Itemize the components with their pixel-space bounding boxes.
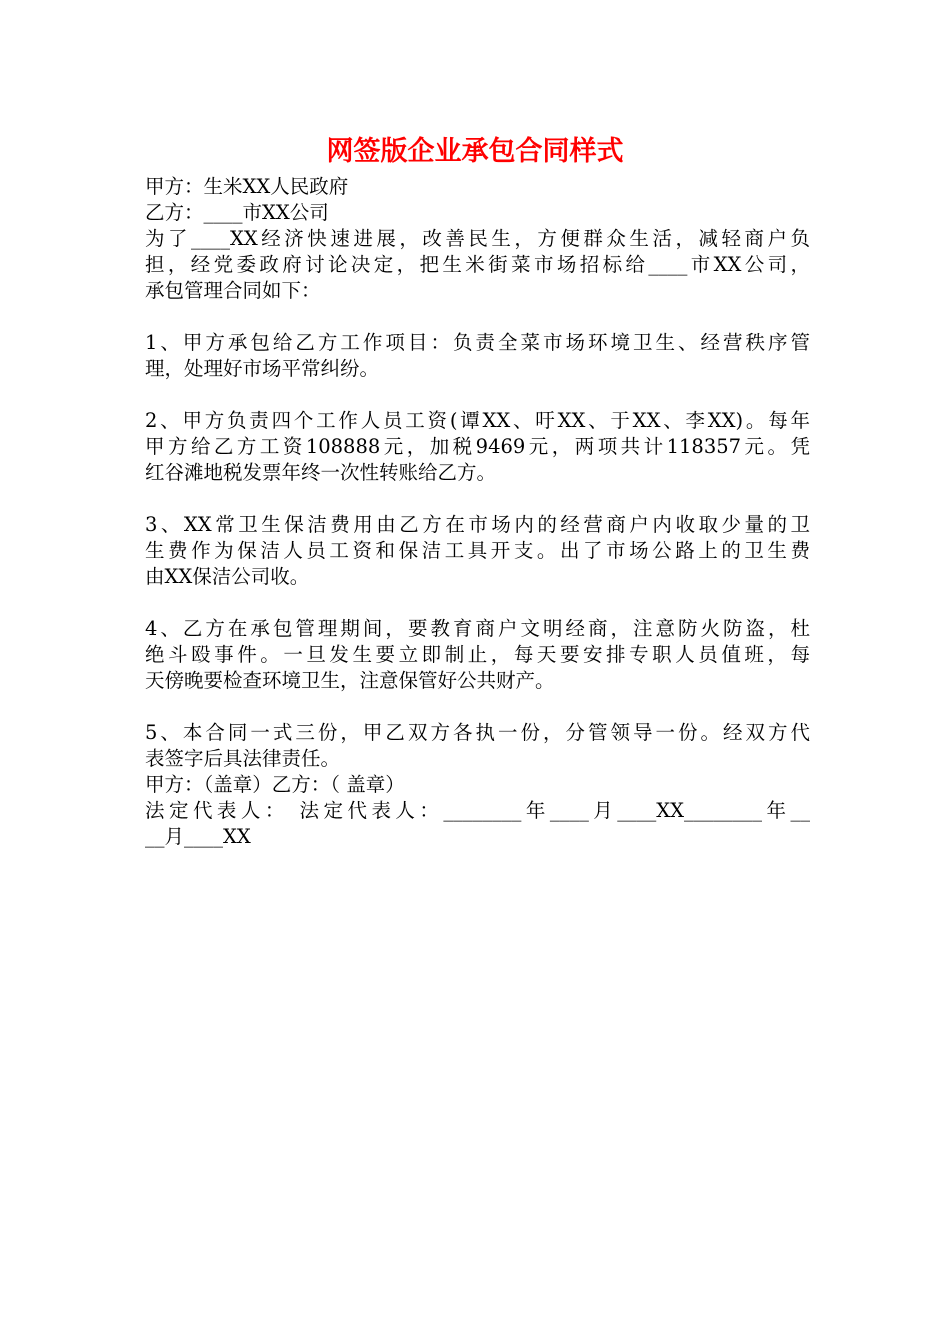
- clause-line: 2、甲方负责四个工作人员工资(谭XX、吁XX、于XX、李XX)。每年: [145, 409, 810, 432]
- intro-paragraph: [145, 226, 810, 304]
- clause-line: 生费作为保洁人员工资和保洁工具开支。出了市场公路上的卫生费: [145, 539, 810, 562]
- clause-2: [145, 408, 810, 486]
- signature-seal-line: 甲方：（盖章）乙方：（ 盖章）: [145, 773, 405, 796]
- clause-line: 表签字后具法律责任。: [145, 747, 341, 770]
- intro-line: 承包管理合同如下：: [145, 279, 321, 302]
- clause-line: 绝斗殴事件。一旦发生要立即制止，每天要安排专职人员值班，每: [145, 643, 810, 666]
- paragraph-spacer: [145, 304, 810, 330]
- party-b-line: 乙方：____市XX公司: [145, 201, 329, 224]
- clause-line: 4、乙方在承包管理期间，要教育商户文明经商，注意防火防盗，杜: [145, 617, 810, 640]
- intro-line: 担，经党委政府讨论决定，把生米街菜市场招标给____市XX公司，: [145, 253, 810, 276]
- clause-line: 甲方给乙方工资108888元，加税9469元，两项共计118357元。凭: [145, 435, 810, 458]
- clause-line: 理，处理好市场平常纠纷。: [145, 357, 380, 380]
- intro-line: 为了____XX经济快速进展，改善民生，方便群众生活，减轻商户负: [145, 227, 810, 250]
- clause-1: [145, 330, 810, 382]
- paragraph-spacer: [145, 590, 810, 616]
- paragraph-spacer: [145, 486, 810, 512]
- clause-4: [145, 616, 810, 694]
- clause-3: [145, 512, 810, 590]
- document-title: 网签版企业承包合同样式: [326, 136, 624, 167]
- paragraph-spacer: [145, 694, 810, 720]
- clause-line: 红谷滩地税发票年终一次性转账给乙方。: [145, 461, 497, 484]
- signature-block: [145, 772, 810, 850]
- party-a-line: 甲方：生米XX人民政府: [145, 175, 349, 198]
- paragraph-spacer: [145, 382, 810, 408]
- clause-line: 3、XX常卫生保洁费用由乙方在市场内的经营商户内收取少量的卫: [145, 513, 810, 536]
- signature-date-line: __月____XX: [145, 825, 251, 848]
- clause-line: 5、本合同一式三份，甲乙双方各执一份，分管领导一份。经双方代: [145, 721, 810, 744]
- clause-line: 由XX保洁公司收。: [145, 565, 310, 588]
- document-body: [145, 174, 810, 850]
- clause-line: 天傍晚要检查环境卫生，注意保管好公共财产。: [145, 669, 555, 692]
- clause-5: [145, 720, 810, 772]
- signature-representative-line: 法定代表人： 法定代表人：________年____月____XX________年__: [145, 799, 810, 822]
- clause-line: 1、甲方承包给乙方工作项目：负责全菜市场环境卫生、经营秩序管: [145, 331, 810, 354]
